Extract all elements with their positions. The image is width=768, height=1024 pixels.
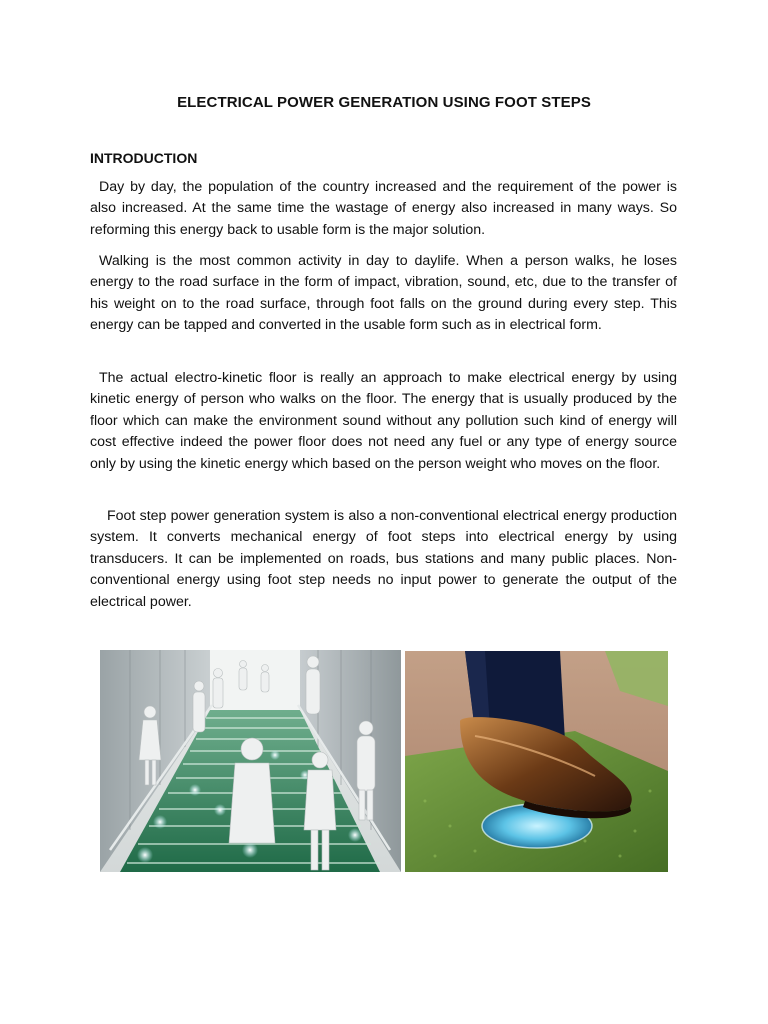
section-heading: INTRODUCTION xyxy=(90,150,198,166)
paragraph-1: Day by day, the population of the country increased and the requirement of the power is also increased. At the same time the wastage of energy also increased in many ways. So reforming this energy back to usable form is the major solution. xyxy=(90,179,677,238)
document-title: ELECTRICAL POWER GENERATION USING FOOT STEPS xyxy=(177,94,591,111)
shoe-on-energy-floor-photo xyxy=(405,651,668,872)
paragraph-2: Walking is the most common activity in day to daylife. When a person walks, he loses energy to the road surface in the form of impact, vibration, sound, etc, due to the transfer of his weight on to the road surface, through foot falls on the ground during every step. This energy can be tapped and converted in the usable form such as in electrical form. xyxy=(90,253,677,334)
paragraph-4: Foot step power generation system is also a non-conventional electrical energy production system. It converts mechanical energy of foot steps into electrical energy by using transducers. It can be implemented on roads, bus stations and many public places. Non-conventional energy using foot step needs no input power to generate the output of the electrical power. xyxy=(90,508,677,610)
stairs-illustration xyxy=(100,650,401,872)
paragraph-3: The actual electro-kinetic floor is really an approach to make electrical energy by using kinetic energy of person who walks on the floor. The energy that is usually produced by the floor which can make the environment sound without any pollution such kind of energy will cost effective indeed the power floor does not need any fuel or any type of energy source only by using the kinetic energy which based on the person weight who moves on the floor. xyxy=(90,370,677,472)
